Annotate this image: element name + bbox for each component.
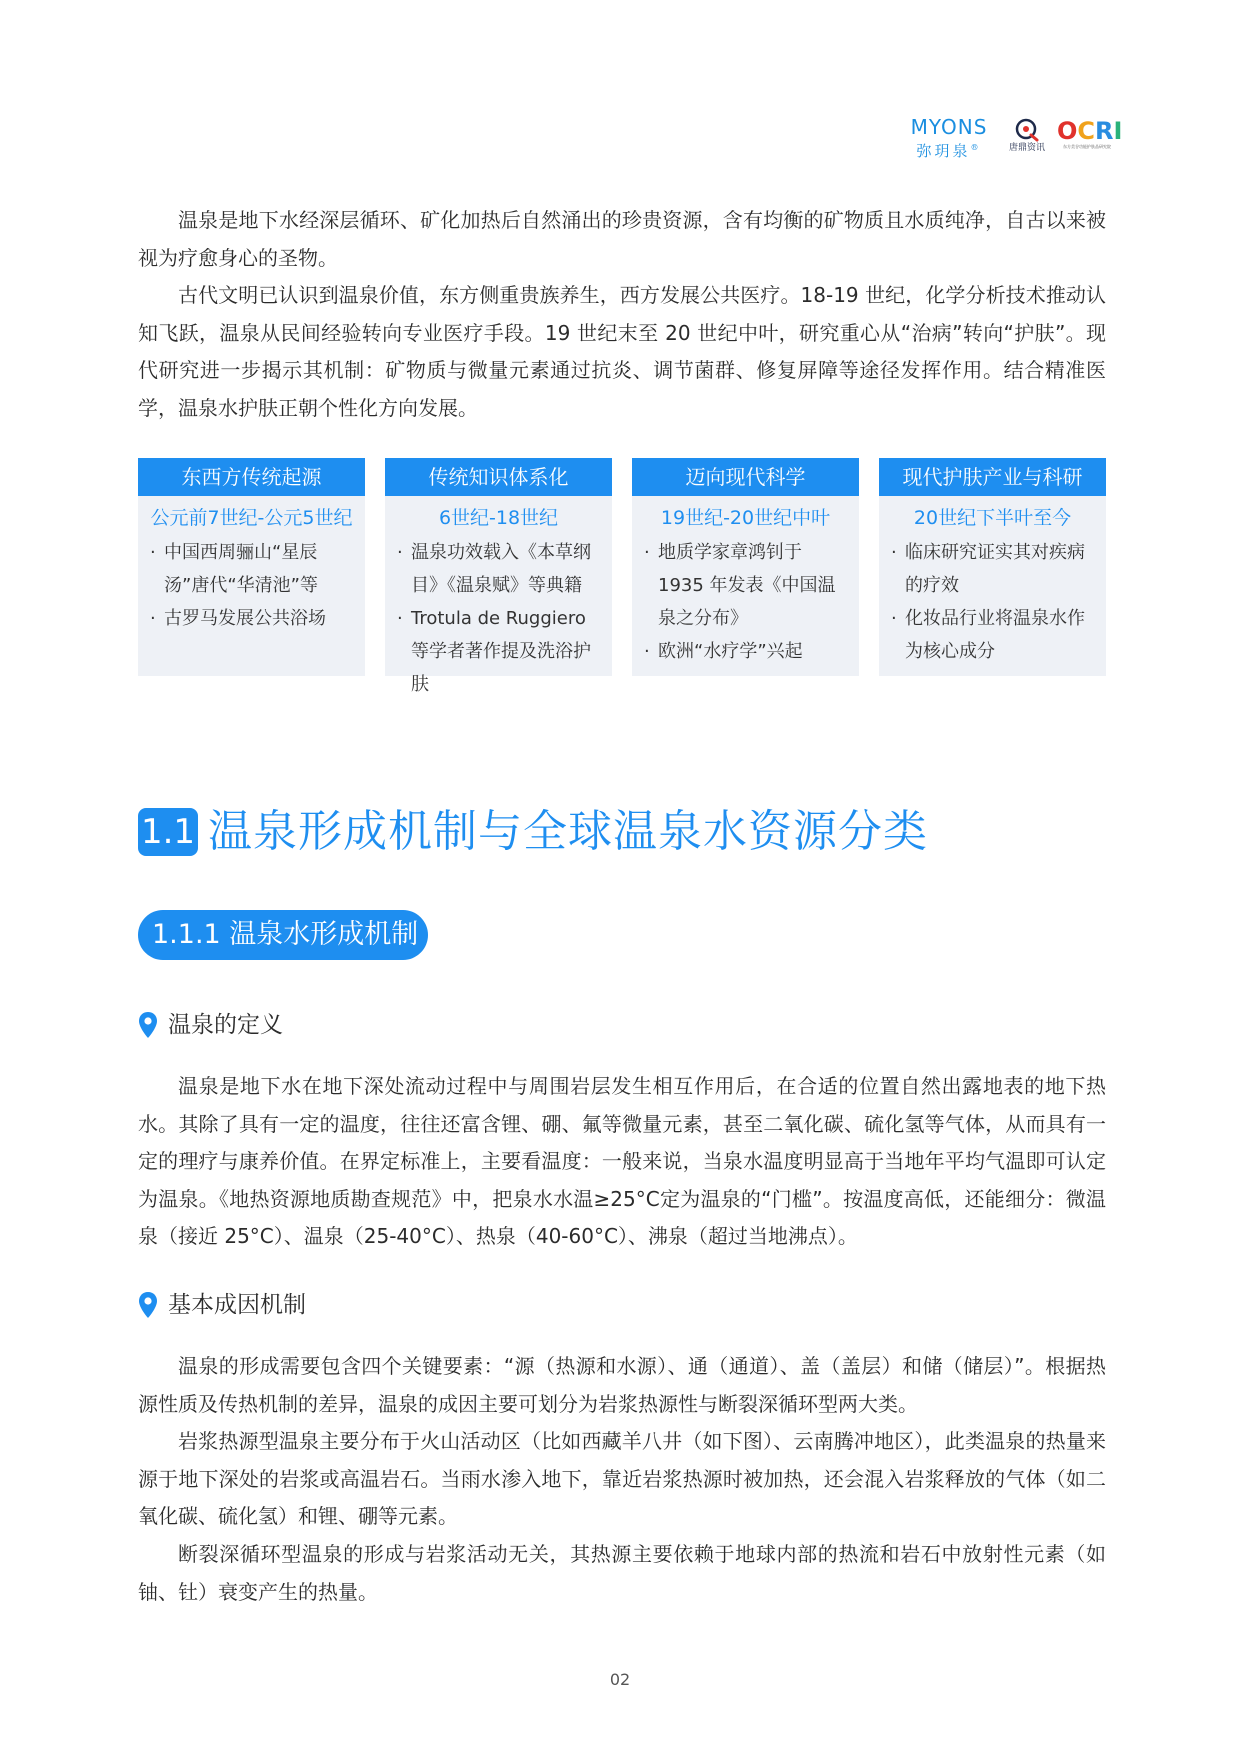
timeline-card-item: · Trotula de Ruggiero 等学者著作提及洗浴护肤 — [395, 602, 602, 701]
ocri-logo-mark: OCRI — [1057, 117, 1123, 145]
media-logo-icon — [1014, 118, 1040, 142]
myons-logo — [905, 116, 993, 161]
mechanism-paragraph-2: 岩浆热源型温泉主要分布于火山活动区（比如西藏羊八井（如下图）、云南腾冲地区），此类温泉的热量来源于地下深处的岩浆或高温岩石。当雨水渗入地下，靠近岩浆热源时被加热，还会混入岩浆释放的气体（如二氧化碳、硫化氢）和锂、硼等元素。 — [138, 1429, 1106, 1528]
mechanism-heading — [138, 1290, 306, 1320]
definition-paragraph: 温泉是地下水在地下深处流动过程中与周围岩层发生相互作用后，在合适的位置自然出露地表的地下热水。其除了具有一定的温度，往往还富含锂、硼、氟等微量元素，甚至二氧化碳、硫化氢等气体，从而具有一定的理疗与康养价值。在界定标准上，主要看温度：一般来说，当泉水温度明显高于当地年平均气温即可认定为温泉。《地热资源地质勘查规范》中，把泉水水温≥25°C定为温泉的“门槛”。按温度高低，还能细分：微温泉（接近 25°C）、温泉（25-40°C）、热泉（40-60°C）、沸泉（超过当地沸点）。 — [138, 1074, 1106, 1248]
timeline-card-title: 东西方传统起源 — [138, 458, 365, 496]
definition-heading-text: 温泉的定义 — [168, 1012, 283, 1038]
section-title: 温泉形成机制与全球温泉水资源分类 — [208, 806, 928, 857]
section-number: 1.1 — [138, 808, 198, 856]
timeline-card — [138, 458, 365, 676]
timeline-card-item: · 中国西周骊山“星辰汤”唐代“华清池”等 — [148, 536, 355, 602]
timeline-card — [632, 458, 859, 676]
definition-heading — [138, 1010, 283, 1040]
subsection-heading: 1.1.1 温泉水形成机制 — [138, 910, 428, 960]
header-logos — [905, 112, 1123, 164]
timeline-card-period: 19世纪-20世纪中叶 — [660, 507, 831, 529]
timeline-card-item: · 欧洲“水疗学”兴起 — [642, 635, 849, 668]
history-timeline — [138, 458, 1106, 695]
timeline-card-period: 6世纪-18世纪 — [438, 507, 559, 529]
timeline-card-period: 20世纪下半叶至今 — [913, 507, 1072, 529]
timeline-card-item: · 古罗马发展公共浴场 — [148, 602, 355, 635]
intro-paragraph-2: 古代文明已认识到温泉价值，东方侧重贵族养生，西方发展公共医疗。18-19 世纪，化学分析技术推动认知飞跃，温泉从民间经验转向专业医疗手段。19 世纪末至 20 世纪中叶，研究重心从“治病”转向“护肤”。现代研究进一步揭示其机制：矿物质与微量元素通过抗炎、调节菌群、修复屏障等途径发挥作用。结合精准医学，温泉水护肤正朝个性化方向发展。 — [138, 283, 1106, 420]
timeline-card-title: 现代护肤产业与科研 — [879, 458, 1106, 496]
timeline-card-list — [879, 536, 1106, 668]
timeline-card-item: · 温泉功效载入《本草纲目》《温泉赋》等典籍 — [395, 536, 602, 602]
timeline-card-list — [138, 536, 365, 635]
timeline-card — [879, 458, 1106, 676]
timeline-card-title: 迈向现代科学 — [632, 458, 859, 496]
intro-paragraph-1: 温泉是地下水经深层循环、矿化加热后自然涌出的珍贵资源，含有均衡的矿物质且水质纯净，自古以来被视为疗愈身心的圣物。 — [138, 208, 1106, 270]
timeline-card-item: · 化妆品行业将温泉水作为核心成分 — [889, 602, 1096, 668]
timeline-card-item: · 地质学家章鸿钊于 1935 年发表《中国温泉之分布》 — [642, 536, 849, 635]
section-heading — [138, 806, 928, 858]
mechanism-paragraph-1: 温泉的形成需要包含四个关键要素：“源（热源和水源）、通（通道）、盖（盖层）和储（储层）”。根据热源性质及传热机制的差异，温泉的成因主要可划分为岩浆热源性与断裂深循环型两大类。 — [138, 1354, 1106, 1416]
location-pin-icon — [138, 1291, 158, 1319]
ocri-logo-sub: 东方美谷功能护肤品研究院 — [1063, 144, 1111, 149]
myons-logo-text: MYONS — [910, 115, 988, 139]
mechanism-heading-text: 基本成因机制 — [168, 1292, 306, 1318]
timeline-card-list — [385, 536, 612, 701]
timeline-card-period: 公元前7世纪-公元5世纪 — [150, 507, 353, 529]
timeline-card-item: · 临床研究证实其对疾病的疗效 — [889, 536, 1096, 602]
timeline-card-title: 传统知识体系化 — [385, 458, 612, 496]
media-logo — [1005, 118, 1049, 154]
ocri-logo — [1057, 117, 1123, 149]
media-logo-name: 唐鼎资讯 — [1008, 143, 1045, 153]
mechanism-paragraph-3: 断裂深循环型温泉的形成与岩浆活动无关，其热源主要依赖于地球内部的热流和岩石中放射性元素（如铀、钍）衰变产生的热量。 — [138, 1542, 1106, 1604]
page-number: 02 — [609, 1670, 631, 1689]
location-pin-icon — [138, 1011, 158, 1039]
timeline-card-list — [632, 536, 859, 668]
myons-logo-cn: 弥玥泉® — [916, 142, 982, 160]
timeline-card — [385, 458, 612, 695]
